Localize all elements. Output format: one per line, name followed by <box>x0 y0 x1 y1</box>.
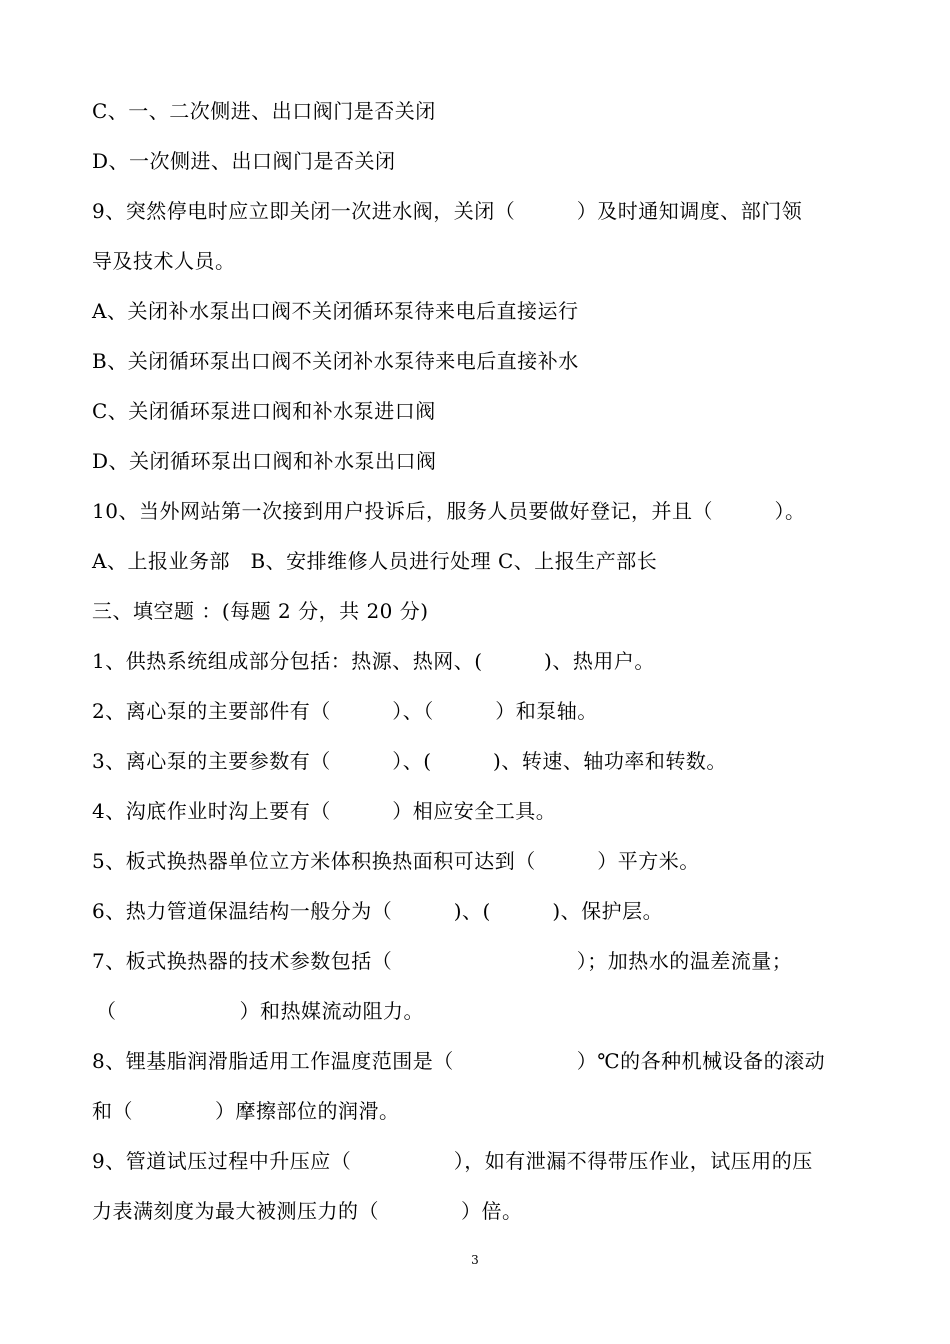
fill-question-5: 5、板式换热器单位立方米体积换热面积可达到（ ）平方米。 <box>92 849 700 873</box>
question-10-options: A、上报业务部 B、安排维修人员进行处理 C、上报生产部长 <box>92 549 658 573</box>
text-line-option-d: D、一次侧进、出口阀门是否关闭 <box>92 149 396 173</box>
fill-question-8-line-2: 和（ ）摩擦部位的润滑。 <box>92 1099 400 1123</box>
fill-question-9-line-2: 力表满刻度为最大被测压力的（ ）倍。 <box>92 1199 523 1223</box>
question-9-option-a: A、关闭补水泵出口阀不关闭循环泵待来电后直接运行 <box>92 299 579 323</box>
page-number: 3 <box>471 1253 479 1267</box>
fill-question-8-line-1: 8、锂基脂润滑脂适用工作温度范围是（ ）℃的各种机械设备的滚动 <box>92 1049 826 1073</box>
question-9-option-b: B、关闭循环泵出口阀不关闭补水泵待来电后直接补水 <box>92 349 579 373</box>
question-9-line-2: 导及技术人员。 <box>92 249 236 273</box>
fill-question-1: 1、供热系统组成部分包括：热源、热网、( )、热用户。 <box>92 649 655 673</box>
fill-question-3: 3、离心泵的主要参数有（ ）、( )、转速、轴功率和转数。 <box>92 749 727 773</box>
fill-question-4: 4、沟底作业时沟上要有（ ）相应安全工具。 <box>92 799 557 823</box>
question-10: 10、当外网站第一次接到用户投诉后，服务人员要做好登记，并且（ ）。 <box>92 499 806 523</box>
section-heading-fill-in: 三、填空题 ：(每题 2 分，共 20 分) <box>92 599 429 623</box>
question-9-option-c: C、关闭循环泵进口阀和补水泵进口阀 <box>92 399 436 423</box>
fill-question-7-line-1: 7、板式换热器的技术参数包括（ ）；加热水的温差流量； <box>92 949 793 973</box>
question-9-option-d: D、关闭循环泵出口阀和补水泵出口阀 <box>92 449 437 473</box>
question-9-line-1: 9、突然停电时应立即关闭一次进水阀，关闭（ ）及时通知调度、部门领 <box>92 199 803 223</box>
fill-question-6: 6、热力管道保温结构一般分为（ )、( )、保护层。 <box>92 899 664 923</box>
fill-question-9-line-1: 9、管道试压过程中升压应（ ），如有泄漏不得带压作业，试压用的压 <box>92 1149 813 1173</box>
fill-question-7-line-2: （ ）和热媒流动阻力。 <box>96 999 424 1023</box>
text-line-option-c: C、一、二次侧进、出口阀门是否关闭 <box>92 99 436 123</box>
fill-question-2: 2、离心泵的主要部件有（ ）、（ ）和泵轴。 <box>92 699 598 723</box>
